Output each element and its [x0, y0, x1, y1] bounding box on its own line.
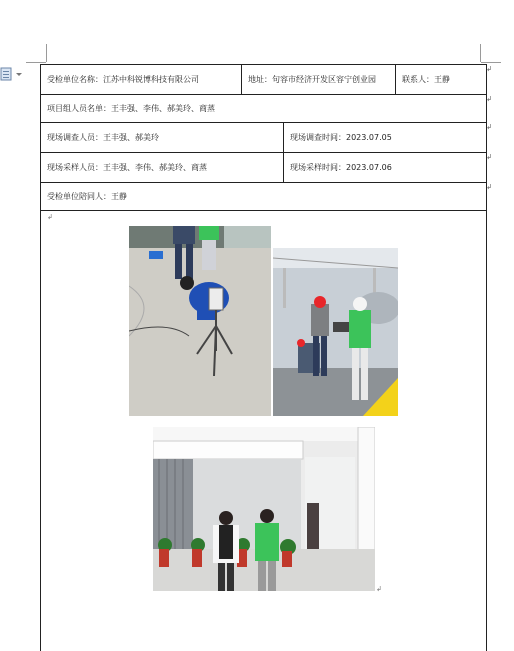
- row-end-mark: ↲: [486, 123, 492, 131]
- paragraph-mark: ↲: [47, 213, 53, 221]
- crop-mark-top-left-h: [26, 62, 46, 63]
- crop-mark-top-left-v: [46, 44, 47, 62]
- escort-cell: 受检单位陪同人：王静: [47, 191, 127, 201]
- row-end-mark: ↲: [486, 183, 492, 191]
- photo-company-entrance: [153, 427, 375, 591]
- inspection-form-table: [40, 64, 492, 221]
- unit-name-cell: 受检单位名称：江苏中科锐博科技有限公司: [47, 74, 199, 84]
- form-row-escort: [40, 183, 492, 211]
- team-members-cell: 项目组人员名单：王丰强、李伟、郝美玲、商蒸: [47, 103, 215, 113]
- form-row-team: [40, 95, 492, 123]
- crop-mark-top-right-h: [481, 62, 501, 63]
- crop-mark-top-right-v: [480, 44, 481, 62]
- sampling-staff-cell: 现场采样人员：王丰强、李伟、郝美玲、商蒸: [47, 162, 207, 172]
- row-end-mark: ↲: [486, 95, 492, 103]
- form-row-sampling: [40, 153, 492, 183]
- photo-factory-survey: [273, 248, 398, 416]
- address-cell: 地址：句容市经济开发区容宁创业园: [248, 74, 376, 84]
- survey-staff-cell: 现场调查人员：王丰强、郝美玲: [47, 132, 159, 142]
- photo-sampling-instrument: [129, 226, 271, 416]
- document-paste-icon[interactable]: [0, 66, 26, 82]
- sampling-time-cell: 现场采样时间：2023.07.06: [290, 162, 392, 172]
- form-row-unit: [40, 65, 492, 95]
- survey-time-cell: 现场调查时间：2023.07.05: [290, 132, 392, 142]
- paragraph-mark: ↲: [376, 585, 382, 593]
- form-row-survey: [40, 123, 492, 153]
- row-end-mark: ↲: [486, 65, 492, 73]
- contact-cell: 联系人：王静: [402, 74, 450, 84]
- row-end-mark: ↲: [486, 153, 492, 161]
